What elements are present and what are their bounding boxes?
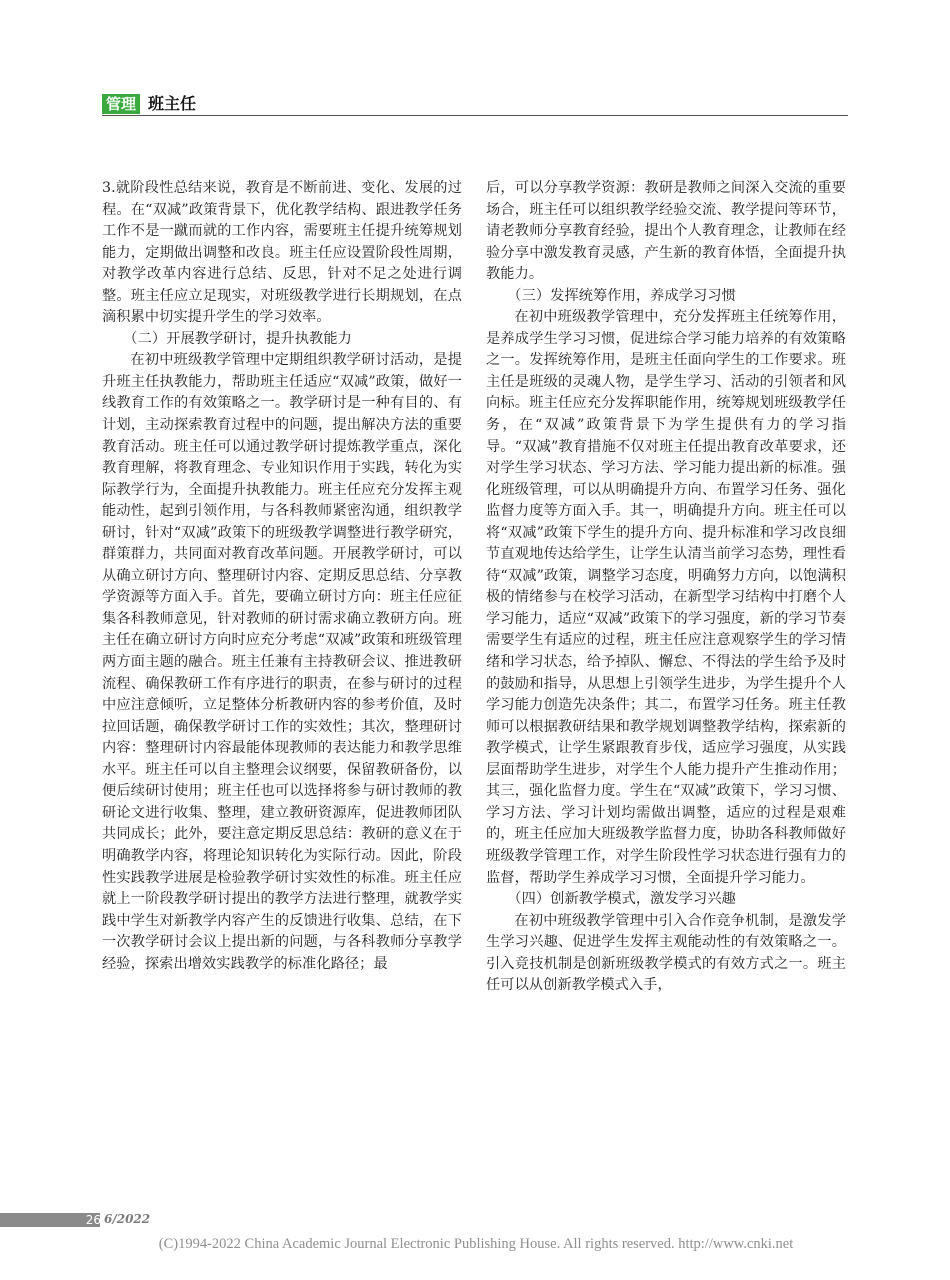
running-header bbox=[102, 92, 848, 116]
section-title: 班主任 bbox=[148, 94, 197, 113]
section-badge: 管理 bbox=[102, 94, 140, 114]
subheading: （三）发挥统筹作用，养成学习习惯 bbox=[507, 287, 736, 304]
subheading: （四）创新教学模式，激发学习兴趣 bbox=[507, 891, 736, 908]
page-number: 26 bbox=[85, 1213, 101, 1227]
paragraph: 在初中班级教学管理中，充分发挥班主任统筹作用，是养成学生学习习惯，促进综合学习能力培养的有效策略之一。发挥统筹作用，是班主任面向学生的工作要求。班主任是班级的灵魂人物，是学生学习、活动的引领者和风向标。班主任应充分发挥职能作用，统筹规划班级教学任务，在“双减”政策背景下为学生提供有力的学习指导。“双减”教育措施不仅对班主任提出教育改革要求，还对学生学习状态、学习方法、学习能力提出新的标准。强化班级管理，可以从明确提升方向、布置学习任务、强化监督力度等方面入手。其一，明确提升方向。班主任可以将“双减”政策下学生的提升方向、提升标准和学习改良细节直观地传达给学生，让学生认清当前学习态势，理性看待“双减”政策，调整学习态度，明确努力方向，以饱满积极的情绪参与在校学习活动，在新型学习结构中打磨个人学习能力，适应“双减”政策下的学习强度，新的学习节奏需要学生有适应的过程，班主任应注意观察学生的学习情绪和学习状态，给予掉队、懈怠、不得法的学生给予及时的鼓励和指导，从思想上引领学生进步，为学生提升个人学习能力创造先决条件；其二，布置学习任务。班主任教师可以根据教研结果和教学规划调整教学结构，探索新的教学模式，让学生紧跟教育步伐，适应学习强度，从实践层面帮助学生进步，对学生个人能力提升产生推动作用；其三，强化监督力度。学生在“双减”政策下，学习习惯、学习方法、学习计划均需做出调整，适应的过程是艰难的，班主任应加大班级教学监督力度，协助各科教师做好班级教学管理工作，对学生阶段性学习状态进行强有力的监督，帮助学生养成学习习惯，全面提升学习能力。 bbox=[486, 309, 846, 886]
paragraph: 在初中班级教学管理中定期组织教学研讨活动，是提升班主任执教能力，帮助班主任适应“双减”政策，做好一线教育工作的有效策略之一。教学研讨是一种有目的、有计划，主动探索教育过程中的问题，提出解决方法的重要教育活动。班主任可以通过教学研讨提炼教学重点，深化教育理解，将教育理念、专业知识作用于实践，转化为实际教学行为，全面提升执教能力。班主任应充分发挥主观能动性，起到引领作用，与各科教师紧密沟通，组织教学研讨，针对“双减”政策下的班级教学调整进行教学研究，群策群力，共同面对教育改革问题。开展教学研讨，可以从确立研讨方向、整理研讨内容、定期反思总结、分享教学资源等方面入手。首先，要确立研讨方向：班主任应征集各科教师意见，针对教师的研讨需求确立教研方向。班主任在确立研讨方向时应充分考虑“双减”政策和班级管理两方面主题的融合。班主任兼有主持教研会议、推进教研流程、确保教研工作有序进行的职责，在参与研讨的过程中应注意倾听，立足整体分析教研内容的参考价值，及时拉回话题，确保教学研讨工作的实效性；其次，整理研讨内容：整理研讨内容最能体现教师的表达能力和教学思维水平。班主任可以自主整理会议纲要，保留教研备份，以便后续研讨使用；班主任也可以选择将参与研讨教师的教研论文进行收集、整理，建立教研资源库，促进教师团队共同成长；此外，要注意定期反思总结：教研的意义在于明确教学内容，将理论知识转化为实际行动。因此，阶段性实践教学进展是检验教学研讨实效性的标准。班主任应就上一阶段教学研讨提出的教学方法进行整理，就教学实践中学生对新教学内容产生的反馈进行收集、总结，在下一次教学研讨会议上提出新的问题，与各科教师分享教学经验，探索出增效实践教学的标准化路径；最 bbox=[102, 352, 462, 972]
issue-number: 6/2022 bbox=[104, 1212, 151, 1226]
paragraph: 后，可以分享教学资源：教研是教师之间深入交流的重要场合，班主任可以组织教学经验交流、教学提问等环节，请老教师分享教育经验，提出个人教育理念，让教师在经验分享中激发教育灵感，产生新的教育体悟，全面提升执教能力。 bbox=[486, 180, 846, 283]
paragraph: 3.就阶段性总结来说，教育是不断前进、变化、发展的过程。在“双减”政策背景下，优化教学结构、跟进教学任务工作不是一蹴而就的工作内容，需要班主任提升统筹规划能力，定期做出调整和改良。班主任应设置阶段性周期，对教学改革内容进行总结、反思，针对不足之处进行调整。班主任应立足现实，对班级教学进行长期规划，在点滴积累中切实提升学生的学习效率。 bbox=[102, 180, 462, 326]
subheading: （二）开展教学研讨，提升执教能力 bbox=[123, 330, 352, 347]
right-column bbox=[486, 178, 846, 997]
left-column bbox=[102, 178, 462, 975]
header-rule bbox=[102, 115, 848, 116]
paragraph: 在初中班级教学管理中引入合作竞争机制，是激发学生学习兴趣、促进学生发挥主观能动性的有效策略之一。引入竞技机制是创新班级教学模式的有效方式之一。班主任可以从创新教学模式入手， bbox=[486, 912, 846, 994]
copyright-notice: (C)1994-2022 China Academic Journal Electronic Publishing House. All rights reserved. http://www.cnki.net bbox=[158, 1236, 794, 1252]
